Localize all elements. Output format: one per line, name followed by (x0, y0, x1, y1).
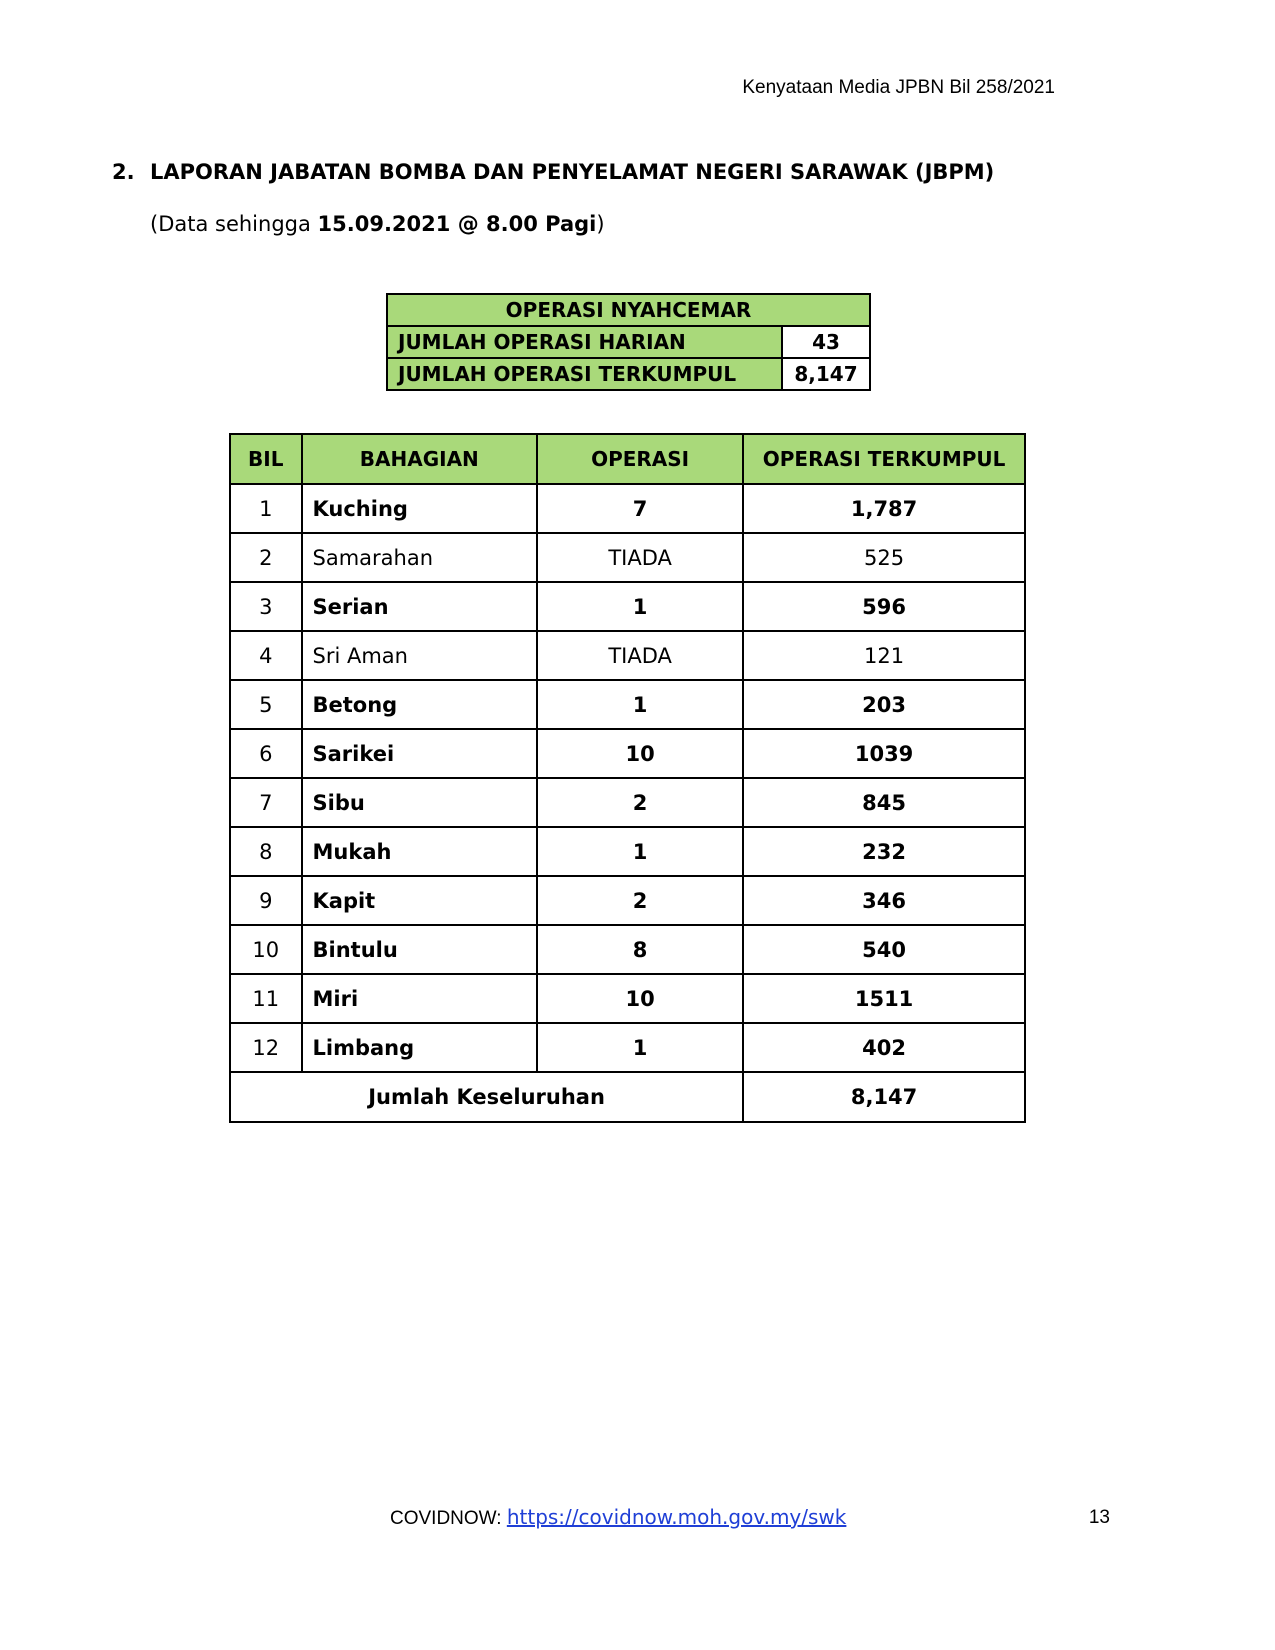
row-bahagian: Mukah (302, 827, 538, 876)
summary-table (386, 293, 871, 391)
row-bahagian: Miri (302, 974, 538, 1023)
table-row (230, 484, 1025, 533)
row-bil: 3 (230, 582, 302, 631)
header-operasi-terkumpul: OPERASI TERKUMPUL (743, 434, 1025, 484)
row-bahagian: Bintulu (302, 925, 538, 974)
table-row (230, 1023, 1025, 1072)
row-operasi-terkumpul: 121 (743, 631, 1025, 680)
table-header-row (230, 434, 1025, 484)
section-number: 2. (112, 160, 135, 184)
total-row (230, 1072, 1025, 1122)
row-bahagian: Kapit (302, 876, 538, 925)
row-bahagian: Limbang (302, 1023, 538, 1072)
row-bil: 7 (230, 778, 302, 827)
row-operasi: 10 (537, 729, 743, 778)
summary-label-daily: JUMLAH OPERASI HARIAN (387, 326, 782, 358)
row-operasi: 1 (537, 827, 743, 876)
row-bahagian: Sri Aman (302, 631, 538, 680)
data-date-note (150, 212, 605, 236)
summary-value-daily: 43 (782, 326, 870, 358)
summary-title: OPERASI NYAHCEMAR (387, 294, 870, 326)
row-bil: 6 (230, 729, 302, 778)
row-operasi-terkumpul: 402 (743, 1023, 1025, 1072)
row-operasi: TIADA (537, 631, 743, 680)
row-operasi: 2 (537, 778, 743, 827)
header-bahagian: BAHAGIAN (302, 434, 538, 484)
header-bil: BIL (230, 434, 302, 484)
note-date: 15.09.2021 @ 8.00 Pagi (317, 212, 597, 236)
row-bahagian: Samarahan (302, 533, 538, 582)
row-bil: 5 (230, 680, 302, 729)
table-row (230, 533, 1025, 582)
row-operasi: 8 (537, 925, 743, 974)
total-value: 8,147 (743, 1072, 1025, 1122)
footer (390, 1505, 846, 1530)
row-operasi-terkumpul: 845 (743, 778, 1025, 827)
row-operasi-terkumpul: 1511 (743, 974, 1025, 1023)
row-bahagian: Betong (302, 680, 538, 729)
table-row (230, 876, 1025, 925)
division-operations-table (229, 433, 1026, 1123)
row-operasi: 10 (537, 974, 743, 1023)
footer-prefix: COVIDNOW: (390, 1508, 507, 1529)
row-operasi-terkumpul: 203 (743, 680, 1025, 729)
row-bil: 8 (230, 827, 302, 876)
row-bil: 9 (230, 876, 302, 925)
section-title: LAPORAN JABATAN BOMBA DAN PENYELAMAT NEGERI SARAWAK (JBPM) (150, 160, 995, 184)
table-row (230, 778, 1025, 827)
row-operasi-terkumpul: 1,787 (743, 484, 1025, 533)
row-operasi-terkumpul: 596 (743, 582, 1025, 631)
table-row (230, 680, 1025, 729)
row-operasi: 2 (537, 876, 743, 925)
summary-label-cumulative: JUMLAH OPERASI TERKUMPUL (387, 358, 782, 390)
table-row (230, 925, 1025, 974)
row-bil: 1 (230, 484, 302, 533)
row-operasi: 7 (537, 484, 743, 533)
row-bahagian: Sibu (302, 778, 538, 827)
row-bil: 2 (230, 533, 302, 582)
page-number: 13 (1088, 1507, 1110, 1528)
row-bil: 11 (230, 974, 302, 1023)
row-operasi: 1 (537, 1023, 743, 1072)
row-operasi-terkumpul: 1039 (743, 729, 1025, 778)
table-row (230, 729, 1025, 778)
row-operasi: TIADA (537, 533, 743, 582)
document-reference: Kenyataan Media JPBN Bil 258/2021 (742, 77, 1055, 98)
table-row (230, 827, 1025, 876)
table-row (230, 631, 1025, 680)
row-bil: 10 (230, 925, 302, 974)
table-row (230, 974, 1025, 1023)
row-operasi-terkumpul: 232 (743, 827, 1025, 876)
covidnow-link[interactable]: https://covidnow.moh.gov.my/swk (506, 1505, 847, 1529)
row-bil: 4 (230, 631, 302, 680)
row-operasi: 1 (537, 680, 743, 729)
row-bahagian: Kuching (302, 484, 538, 533)
section-heading (112, 160, 994, 184)
row-bahagian: Sarikei (302, 729, 538, 778)
summary-value-cumulative: 8,147 (782, 358, 870, 390)
header-operasi: OPERASI (537, 434, 743, 484)
row-operasi-terkumpul: 525 (743, 533, 1025, 582)
note-prefix: (Data sehingga (150, 212, 318, 236)
total-label: Jumlah Keseluruhan (230, 1072, 743, 1122)
row-bil: 12 (230, 1023, 302, 1072)
note-suffix: ) (596, 212, 605, 236)
row-operasi-terkumpul: 346 (743, 876, 1025, 925)
row-operasi: 1 (537, 582, 743, 631)
row-operasi-terkumpul: 540 (743, 925, 1025, 974)
row-bahagian: Serian (302, 582, 538, 631)
table-row (230, 582, 1025, 631)
